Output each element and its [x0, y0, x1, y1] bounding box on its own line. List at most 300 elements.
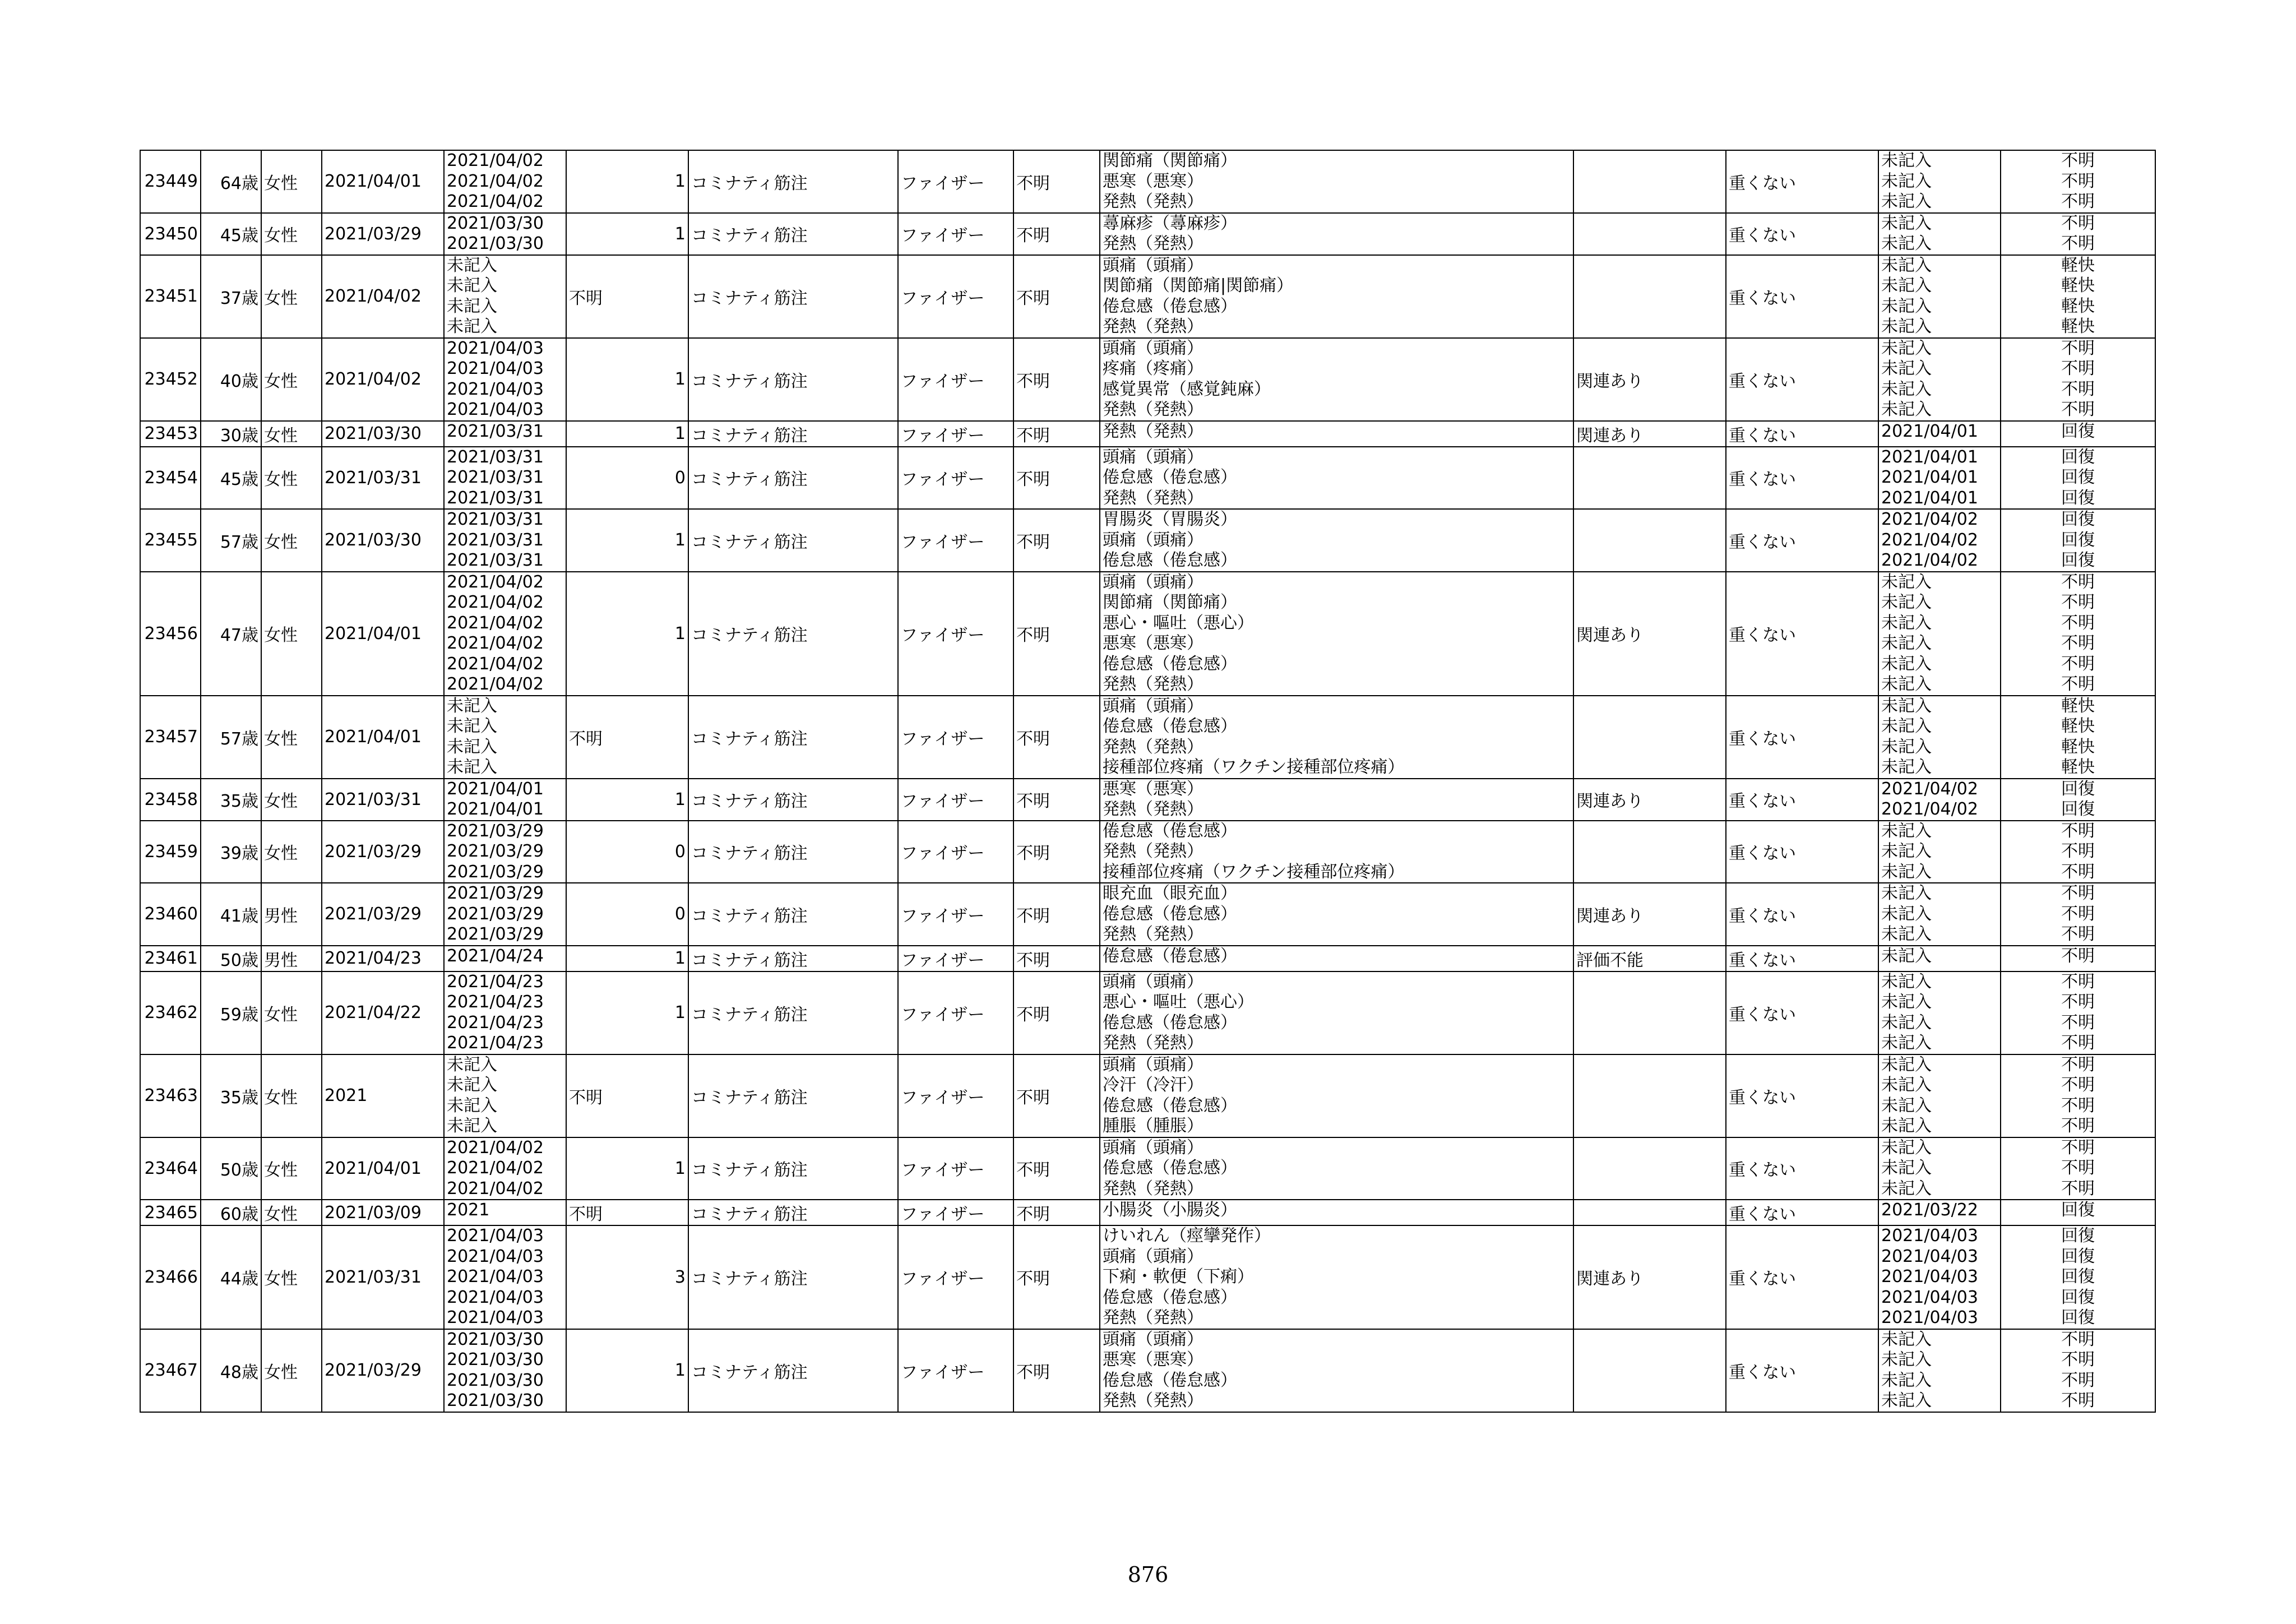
- outcome-cell-line: 回復: [2061, 1200, 2095, 1220]
- age-cell: 35歳: [201, 1054, 261, 1137]
- symptom-cell-line: 頭痛（頭痛）: [1103, 255, 1203, 275]
- outcome-cell: [2001, 971, 2155, 1054]
- onset-date-cell-line: 2021/03/29: [447, 904, 544, 924]
- manufacturer-cell: ファイザー: [898, 696, 1013, 779]
- case-id-cell: 23466: [140, 1225, 201, 1329]
- causality-cell: [1573, 1200, 1726, 1225]
- outcome-date-cell-line: 未記入: [1881, 379, 1932, 399]
- onset-date-cell-line: 未記入: [447, 1116, 497, 1136]
- outcome-date-cell-line: 未記入: [1881, 276, 1932, 295]
- onset-date-cell-line: 未記入: [447, 276, 497, 295]
- outcome-cell-line: 回復: [2061, 550, 2095, 570]
- age-cell: 50歳: [201, 946, 261, 971]
- outcome-date-cell-line: 2021/04/02: [1881, 799, 1978, 819]
- outcome-cell-line: 不明: [2061, 1370, 2095, 1390]
- outcome-date-cell-line: 2021/04/02: [1881, 530, 1978, 550]
- outcome-cell-line: 回復: [2061, 488, 2095, 508]
- onset-date-cell: [444, 509, 566, 572]
- outcome-cell-line: 不明: [2061, 862, 2095, 882]
- manufacturer-cell: ファイザー: [898, 1329, 1013, 1412]
- onset-date-cell-line: 未記入: [447, 1054, 497, 1075]
- outcome-date-cell-line: 未記入: [1881, 992, 1932, 1012]
- outcome-cell-line: 不明: [2061, 992, 2095, 1012]
- outcome-date-cell-line: 2021/04/02: [1881, 550, 1978, 570]
- causality-cell: 関連あり: [1573, 883, 1726, 946]
- dose-number-cell: 不明: [1013, 572, 1100, 696]
- onset-date-cell-line: 2021/03/29: [447, 883, 544, 903]
- outcome-date-cell-line: 未記入: [1881, 821, 1932, 841]
- dose-number-cell: 不明: [1013, 150, 1100, 213]
- outcome-date-cell-line: 2021/04/02: [1881, 779, 1978, 799]
- manufacturer-cell: ファイザー: [898, 421, 1013, 447]
- outcome-date-cell-line: 未記入: [1881, 1391, 1932, 1410]
- vaccination-date-cell: 2021/04/02: [322, 255, 444, 338]
- causality-cell: 関連あり: [1573, 421, 1726, 447]
- symptom-cell: [1100, 1054, 1573, 1137]
- symptom-cell-line: 冷汗（冷汗）: [1103, 1075, 1203, 1095]
- outcome-date-cell-line: 未記入: [1881, 633, 1932, 653]
- lot-cell: 不明: [566, 696, 688, 779]
- outcome-cell-line: 軽快: [2061, 737, 2095, 757]
- symptom-cell-line: 頭痛（頭痛）: [1103, 447, 1203, 467]
- onset-date-cell-line: 2021/04/02: [447, 1137, 544, 1158]
- onset-date-cell: [444, 1200, 566, 1225]
- onset-date-cell-line: 2021/04/02: [447, 633, 544, 653]
- sex-cell: 女性: [261, 447, 322, 510]
- dose-number-cell: 不明: [1013, 1225, 1100, 1329]
- vaccine-name-cell: コミナティ筋注: [688, 821, 898, 883]
- outcome-cell-line: 不明: [2061, 400, 2095, 419]
- onset-date-cell: [444, 1137, 566, 1200]
- symptom-cell-line: 倦怠感（倦怠感）: [1103, 821, 1237, 841]
- onset-date-cell-line: 2021/04/02: [447, 593, 544, 612]
- age-cell: 57歳: [201, 509, 261, 572]
- symptom-cell-line: 頭痛（頭痛）: [1103, 1246, 1203, 1266]
- days-to-onset-cell: 1: [566, 779, 688, 821]
- table-row: [140, 447, 2155, 510]
- symptom-cell-line: 悪寒（悪寒）: [1103, 779, 1203, 799]
- outcome-cell: [2001, 572, 2155, 696]
- onset-date-cell-line: 2021/04/03: [447, 338, 544, 358]
- outcome-date-cell-line: 未記入: [1881, 1370, 1932, 1390]
- outcome-cell-line: 不明: [2061, 1158, 2095, 1178]
- symptom-cell-line: 頭痛（頭痛）: [1103, 338, 1203, 358]
- outcome-cell-line: 不明: [2061, 1012, 2095, 1033]
- onset-date-cell-line: 2021/03/31: [447, 468, 544, 487]
- vaccine-name-cell: コミナティ筋注: [688, 213, 898, 255]
- symptom-cell-line: 頭痛（頭痛）: [1103, 530, 1203, 550]
- outcome-date-cell: [1878, 696, 2001, 779]
- outcome-cell-line: 不明: [2061, 1178, 2095, 1199]
- symptom-cell-line: 小腸炎（小腸炎）: [1103, 1200, 1237, 1220]
- outcome-date-cell-line: 2021/04/03: [1881, 1308, 1978, 1327]
- causality-cell: [1573, 255, 1726, 338]
- outcome-cell-line: 不明: [2061, 946, 2095, 966]
- outcome-date-cell-line: 未記入: [1881, 757, 1932, 777]
- case-id-cell: 23459: [140, 821, 201, 883]
- symptom-cell-line: 発熱（発熱）: [1103, 799, 1203, 819]
- dose-number-cell: 不明: [1013, 213, 1100, 255]
- severity-cell: 重くない: [1726, 150, 1878, 213]
- sex-cell: 女性: [261, 1329, 322, 1412]
- sex-cell: 男性: [261, 883, 322, 946]
- symptom-cell: [1100, 338, 1573, 421]
- days-to-onset-cell: 1: [566, 150, 688, 213]
- causality-cell: 関連あり: [1573, 1225, 1726, 1329]
- onset-date-cell-line: 2021/03/31: [447, 550, 544, 570]
- symptom-cell-line: 発熱（発熱）: [1103, 1308, 1203, 1327]
- onset-date-cell: [444, 213, 566, 255]
- table-row: [140, 1329, 2155, 1412]
- symptom-cell-line: 下痢・軟便（下痢）: [1103, 1267, 1254, 1287]
- outcome-cell-line: 不明: [2061, 1075, 2095, 1095]
- outcome-cell: [2001, 213, 2155, 255]
- table-row: [140, 338, 2155, 421]
- symptom-cell-line: 発熱（発熱）: [1103, 488, 1203, 508]
- outcome-cell-line: 不明: [2061, 213, 2095, 233]
- outcome-cell-line: 不明: [2061, 234, 2095, 253]
- outcome-date-cell-line: 未記入: [1881, 696, 1932, 716]
- onset-date-cell-line: 2021/04/03: [447, 400, 544, 419]
- onset-date-cell-line: 未記入: [447, 737, 497, 757]
- sex-cell: 女性: [261, 338, 322, 421]
- dose-number-cell: 不明: [1013, 696, 1100, 779]
- days-to-onset-cell: 1: [566, 421, 688, 447]
- outcome-cell: [2001, 447, 2155, 510]
- outcome-cell: [2001, 1329, 2155, 1412]
- onset-date-cell: [444, 779, 566, 821]
- outcome-cell-line: 軽快: [2061, 317, 2095, 336]
- outcome-date-cell-line: 未記入: [1881, 1075, 1932, 1095]
- sex-cell: 女性: [261, 150, 322, 213]
- age-cell: 59歳: [201, 971, 261, 1054]
- outcome-cell: [2001, 150, 2155, 213]
- table-row: [140, 946, 2155, 971]
- onset-date-cell-line: 未記入: [447, 255, 497, 275]
- symptom-cell-line: 関節痛（関節痛）: [1103, 151, 1237, 170]
- symptom-cell-line: 倦怠感（倦怠感）: [1103, 946, 1237, 966]
- vaccine-name-cell: コミナティ筋注: [688, 421, 898, 447]
- outcome-date-cell: [1878, 821, 2001, 883]
- symptom-cell-line: 発熱（発熱）: [1103, 317, 1203, 336]
- outcome-date-cell: [1878, 447, 2001, 510]
- outcome-cell-line: 回復: [2061, 1308, 2095, 1327]
- symptom-cell-line: 倦怠感（倦怠感）: [1103, 1095, 1237, 1116]
- symptom-cell-line: 発熱（発熱）: [1103, 400, 1203, 419]
- outcome-cell-line: 不明: [2061, 674, 2095, 694]
- onset-date-cell-line: 2021/04/23: [447, 992, 544, 1012]
- vaccination-date-cell: 2021/03/29: [322, 1329, 444, 1412]
- outcome-date-cell-line: 未記入: [1881, 1178, 1932, 1199]
- onset-date-cell-line: 2021/03/31: [447, 510, 544, 529]
- causality-cell: [1573, 971, 1726, 1054]
- symptom-cell: [1100, 1329, 1573, 1412]
- causality-cell: [1573, 1054, 1726, 1137]
- case-id-cell: 23457: [140, 696, 201, 779]
- vaccination-date-cell: 2021/04/02: [322, 338, 444, 421]
- manufacturer-cell: ファイザー: [898, 572, 1013, 696]
- onset-date-cell: [444, 1054, 566, 1137]
- age-cell: 44歳: [201, 1225, 261, 1329]
- onset-date-cell-line: 未記入: [447, 716, 497, 736]
- outcome-date-cell-line: 未記入: [1881, 1329, 1932, 1349]
- outcome-date-cell-line: 未記入: [1881, 904, 1932, 924]
- onset-date-cell: [444, 821, 566, 883]
- symptom-cell-line: 発熱（発熱）: [1103, 1391, 1203, 1410]
- outcome-date-cell-line: 未記入: [1881, 234, 1932, 253]
- outcome-cell-line: 不明: [2061, 613, 2095, 633]
- outcome-date-cell-line: 未記入: [1881, 1137, 1932, 1158]
- outcome-date-cell-line: 未記入: [1881, 924, 1932, 944]
- severity-cell: 重くない: [1726, 946, 1878, 971]
- sex-cell: 女性: [261, 1054, 322, 1137]
- symptom-cell: [1100, 821, 1573, 883]
- sex-cell: 女性: [261, 572, 322, 696]
- outcome-date-cell-line: 未記入: [1881, 946, 1932, 966]
- vaccination-date-cell: 2021/03/09: [322, 1200, 444, 1225]
- dose-number-cell: 不明: [1013, 946, 1100, 971]
- symptom-cell-line: 発熱（発熱）: [1103, 421, 1203, 441]
- outcome-date-cell-line: 未記入: [1881, 841, 1932, 861]
- symptom-cell-line: 倦怠感（倦怠感）: [1103, 1287, 1237, 1307]
- outcome-cell-line: 不明: [2061, 633, 2095, 653]
- vaccine-name-cell: コミナティ筋注: [688, 971, 898, 1054]
- days-to-onset-cell: 0: [566, 883, 688, 946]
- vaccination-date-cell: 2021/03/29: [322, 883, 444, 946]
- outcome-cell-line: 不明: [2061, 1095, 2095, 1116]
- symptom-cell-line: 悪心・嘔吐（悪心）: [1103, 613, 1254, 633]
- onset-date-cell-line: 2021/04/02: [447, 654, 544, 674]
- age-cell: 48歳: [201, 1329, 261, 1412]
- outcome-cell-line: 不明: [2061, 1054, 2095, 1075]
- onset-date-cell-line: 2021/03/31: [447, 488, 544, 508]
- days-to-onset-cell: 1: [566, 1329, 688, 1412]
- manufacturer-cell: ファイザー: [898, 150, 1013, 213]
- vaccination-date-cell: 2021/04/23: [322, 946, 444, 971]
- severity-cell: 重くない: [1726, 1054, 1878, 1137]
- case-id-cell: 23456: [140, 572, 201, 696]
- symptom-cell: [1100, 696, 1573, 779]
- outcome-cell-line: 回復: [2061, 1287, 2095, 1307]
- outcome-date-cell-line: 未記入: [1881, 654, 1932, 674]
- outcome-cell-line: 不明: [2061, 1329, 2095, 1349]
- outcome-cell-line: 回復: [2061, 1226, 2095, 1246]
- dose-number-cell: 不明: [1013, 421, 1100, 447]
- lot-cell: 不明: [566, 1200, 688, 1225]
- outcome-cell-line: 不明: [2061, 572, 2095, 592]
- onset-date-cell-line: 2021/03/31: [447, 447, 544, 467]
- onset-date-cell-line: 2021/04/03: [447, 1287, 544, 1307]
- onset-date-cell: [444, 338, 566, 421]
- symptom-cell-line: 頭痛（頭痛）: [1103, 1137, 1203, 1158]
- vaccination-date-cell: 2021/03/30: [322, 509, 444, 572]
- manufacturer-cell: ファイザー: [898, 1225, 1013, 1329]
- case-id-cell: 23461: [140, 946, 201, 971]
- symptom-cell: [1100, 150, 1573, 213]
- symptom-cell-line: 倦怠感（倦怠感）: [1103, 716, 1237, 736]
- severity-cell: 重くない: [1726, 421, 1878, 447]
- age-cell: 37歳: [201, 255, 261, 338]
- case-id-cell: 23453: [140, 421, 201, 447]
- onset-date-cell-line: 2021/04/03: [447, 1246, 544, 1266]
- causality-cell: 関連あり: [1573, 779, 1726, 821]
- outcome-date-cell-line: 未記入: [1881, 1158, 1932, 1178]
- severity-cell: 重くない: [1726, 338, 1878, 421]
- causality-cell: [1573, 509, 1726, 572]
- outcome-date-cell-line: 未記入: [1881, 359, 1932, 378]
- outcome-cell-line: 回復: [2061, 468, 2095, 487]
- symptom-cell-line: 倦怠感（倦怠感）: [1103, 1370, 1237, 1390]
- table-row: [140, 696, 2155, 779]
- outcome-cell-line: 軽快: [2061, 296, 2095, 316]
- vaccine-name-cell: コミナティ筋注: [688, 509, 898, 572]
- severity-cell: 重くない: [1726, 509, 1878, 572]
- outcome-cell-line: 回復: [2061, 779, 2095, 799]
- sex-cell: 女性: [261, 1200, 322, 1225]
- table-row: [140, 971, 2155, 1054]
- vaccine-name-cell: コミナティ筋注: [688, 696, 898, 779]
- days-to-onset-cell: 0: [566, 447, 688, 510]
- case-id-cell: 23450: [140, 213, 201, 255]
- outcome-date-cell: [1878, 1137, 2001, 1200]
- symptom-cell-line: 関節痛（関節痛|関節痛）: [1103, 276, 1294, 295]
- outcome-date-cell-line: 未記入: [1881, 1012, 1932, 1033]
- outcome-cell-line: 軽快: [2061, 255, 2095, 275]
- outcome-cell-line: 不明: [2061, 904, 2095, 924]
- dose-number-cell: 不明: [1013, 779, 1100, 821]
- vaccine-name-cell: コミナティ筋注: [688, 779, 898, 821]
- outcome-cell-line: 回復: [2061, 510, 2095, 529]
- onset-date-cell: [444, 255, 566, 338]
- table-row: [140, 883, 2155, 946]
- vaccine-name-cell: コミナティ筋注: [688, 1137, 898, 1200]
- severity-cell: 重くない: [1726, 572, 1878, 696]
- case-id-cell: 23451: [140, 255, 201, 338]
- onset-date-cell: [444, 696, 566, 779]
- severity-cell: 重くない: [1726, 1137, 1878, 1200]
- outcome-date-cell-line: 2021/04/01: [1881, 447, 1978, 467]
- lot-cell: 不明: [566, 1054, 688, 1137]
- causality-cell: 関連あり: [1573, 572, 1726, 696]
- onset-date-cell-line: 2021/04/03: [447, 1226, 544, 1246]
- sex-cell: 女性: [261, 971, 322, 1054]
- outcome-cell-line: 不明: [2061, 171, 2095, 191]
- symptom-cell-line: けいれん（痙攣発作）: [1103, 1226, 1271, 1246]
- outcome-date-cell-line: 未記入: [1881, 317, 1932, 336]
- onset-date-cell-line: 2021/04/23: [447, 1012, 544, 1033]
- table-row: [140, 821, 2155, 883]
- age-cell: 47歳: [201, 572, 261, 696]
- onset-date-cell-line: 未記入: [447, 1075, 497, 1095]
- age-cell: 39歳: [201, 821, 261, 883]
- manufacturer-cell: ファイザー: [898, 509, 1013, 572]
- outcome-cell-line: 回復: [2061, 1267, 2095, 1287]
- symptom-cell: [1100, 421, 1573, 447]
- onset-date-cell-line: 2021/04/02: [447, 674, 544, 694]
- vaccine-name-cell: コミナティ筋注: [688, 150, 898, 213]
- outcome-cell-line: 不明: [2061, 192, 2095, 211]
- outcome-date-cell-line: 未記入: [1881, 862, 1932, 882]
- manufacturer-cell: ファイザー: [898, 971, 1013, 1054]
- onset-date-cell-line: 2021/04/23: [447, 1033, 544, 1053]
- case-id-cell: 23449: [140, 150, 201, 213]
- vaccine-name-cell: コミナティ筋注: [688, 338, 898, 421]
- outcome-date-cell-line: 未記入: [1881, 613, 1932, 633]
- days-to-onset-cell: 1: [566, 509, 688, 572]
- symptom-cell-line: 頭痛（頭痛）: [1103, 1329, 1203, 1349]
- onset-date-cell-line: 2021/04/03: [447, 359, 544, 378]
- outcome-cell-line: 不明: [2061, 1391, 2095, 1410]
- manufacturer-cell: ファイザー: [898, 447, 1013, 510]
- onset-date-cell-line: 2021/03/29: [447, 862, 544, 882]
- table-row: [140, 1225, 2155, 1329]
- table-row: [140, 213, 2155, 255]
- outcome-date-cell: [1878, 150, 2001, 213]
- dose-number-cell: 不明: [1013, 971, 1100, 1054]
- onset-date-cell-line: 2021/04/02: [447, 171, 544, 191]
- vaccination-date-cell: 2021/03/31: [322, 1225, 444, 1329]
- case-id-cell: 23464: [140, 1137, 201, 1200]
- severity-cell: 重くない: [1726, 696, 1878, 779]
- onset-date-cell-line: 2021/04/24: [447, 946, 544, 966]
- onset-date-cell-line: 未記入: [447, 1095, 497, 1116]
- symptom-cell: [1100, 946, 1573, 971]
- symptom-cell-line: 蕁麻疹（蕁麻疹）: [1103, 213, 1237, 233]
- days-to-onset-cell: 3: [566, 1225, 688, 1329]
- symptom-cell: [1100, 779, 1573, 821]
- case-id-cell: 23460: [140, 883, 201, 946]
- outcome-date-cell-line: 2021/04/01: [1881, 488, 1978, 508]
- age-cell: 64歳: [201, 150, 261, 213]
- symptom-cell-line: 倦怠感（倦怠感）: [1103, 1158, 1237, 1178]
- symptom-cell-line: 頭痛（頭痛）: [1103, 971, 1203, 992]
- dose-number-cell: 不明: [1013, 1137, 1100, 1200]
- case-id-cell: 23463: [140, 1054, 201, 1137]
- table-row: [140, 421, 2155, 447]
- symptom-cell-line: 悪心・嘔吐（悪心）: [1103, 992, 1254, 1012]
- outcome-cell: [2001, 946, 2155, 971]
- vaccination-date-cell: 2021/03/31: [322, 779, 444, 821]
- onset-date-cell-line: 2021: [447, 1200, 490, 1220]
- symptom-cell-line: 倦怠感（倦怠感）: [1103, 654, 1237, 674]
- symptom-cell-line: 発熱（発熱）: [1103, 737, 1203, 757]
- sex-cell: 男性: [261, 946, 322, 971]
- outcome-cell: [2001, 696, 2155, 779]
- outcome-cell: [2001, 1225, 2155, 1329]
- symptom-cell-line: 接種部位疼痛（ワクチン接種部位疼痛）: [1103, 862, 1405, 882]
- table-row: [140, 509, 2155, 572]
- vaccination-date-cell: 2021/04/22: [322, 971, 444, 1054]
- table-row: [140, 1137, 2155, 1200]
- outcome-cell: [2001, 1137, 2155, 1200]
- onset-date-cell: [444, 421, 566, 447]
- outcome-date-cell: [1878, 572, 2001, 696]
- outcome-date-cell-line: 未記入: [1881, 716, 1932, 736]
- outcome-date-cell-line: 未記入: [1881, 1054, 1932, 1075]
- dose-number-cell: 不明: [1013, 883, 1100, 946]
- vaccination-date-cell: 2021/04/01: [322, 1137, 444, 1200]
- case-id-cell: 23452: [140, 338, 201, 421]
- severity-cell: 重くない: [1726, 447, 1878, 510]
- outcome-date-cell: [1878, 1200, 2001, 1225]
- sex-cell: 女性: [261, 421, 322, 447]
- severity-cell: 重くない: [1726, 1329, 1878, 1412]
- outcome-date-cell-line: 2021/04/03: [1881, 1246, 1978, 1266]
- days-to-onset-cell: 1: [566, 338, 688, 421]
- symptom-cell-line: 倦怠感（倦怠感）: [1103, 904, 1237, 924]
- outcome-date-cell: [1878, 213, 2001, 255]
- outcome-cell-line: 回復: [2061, 799, 2095, 819]
